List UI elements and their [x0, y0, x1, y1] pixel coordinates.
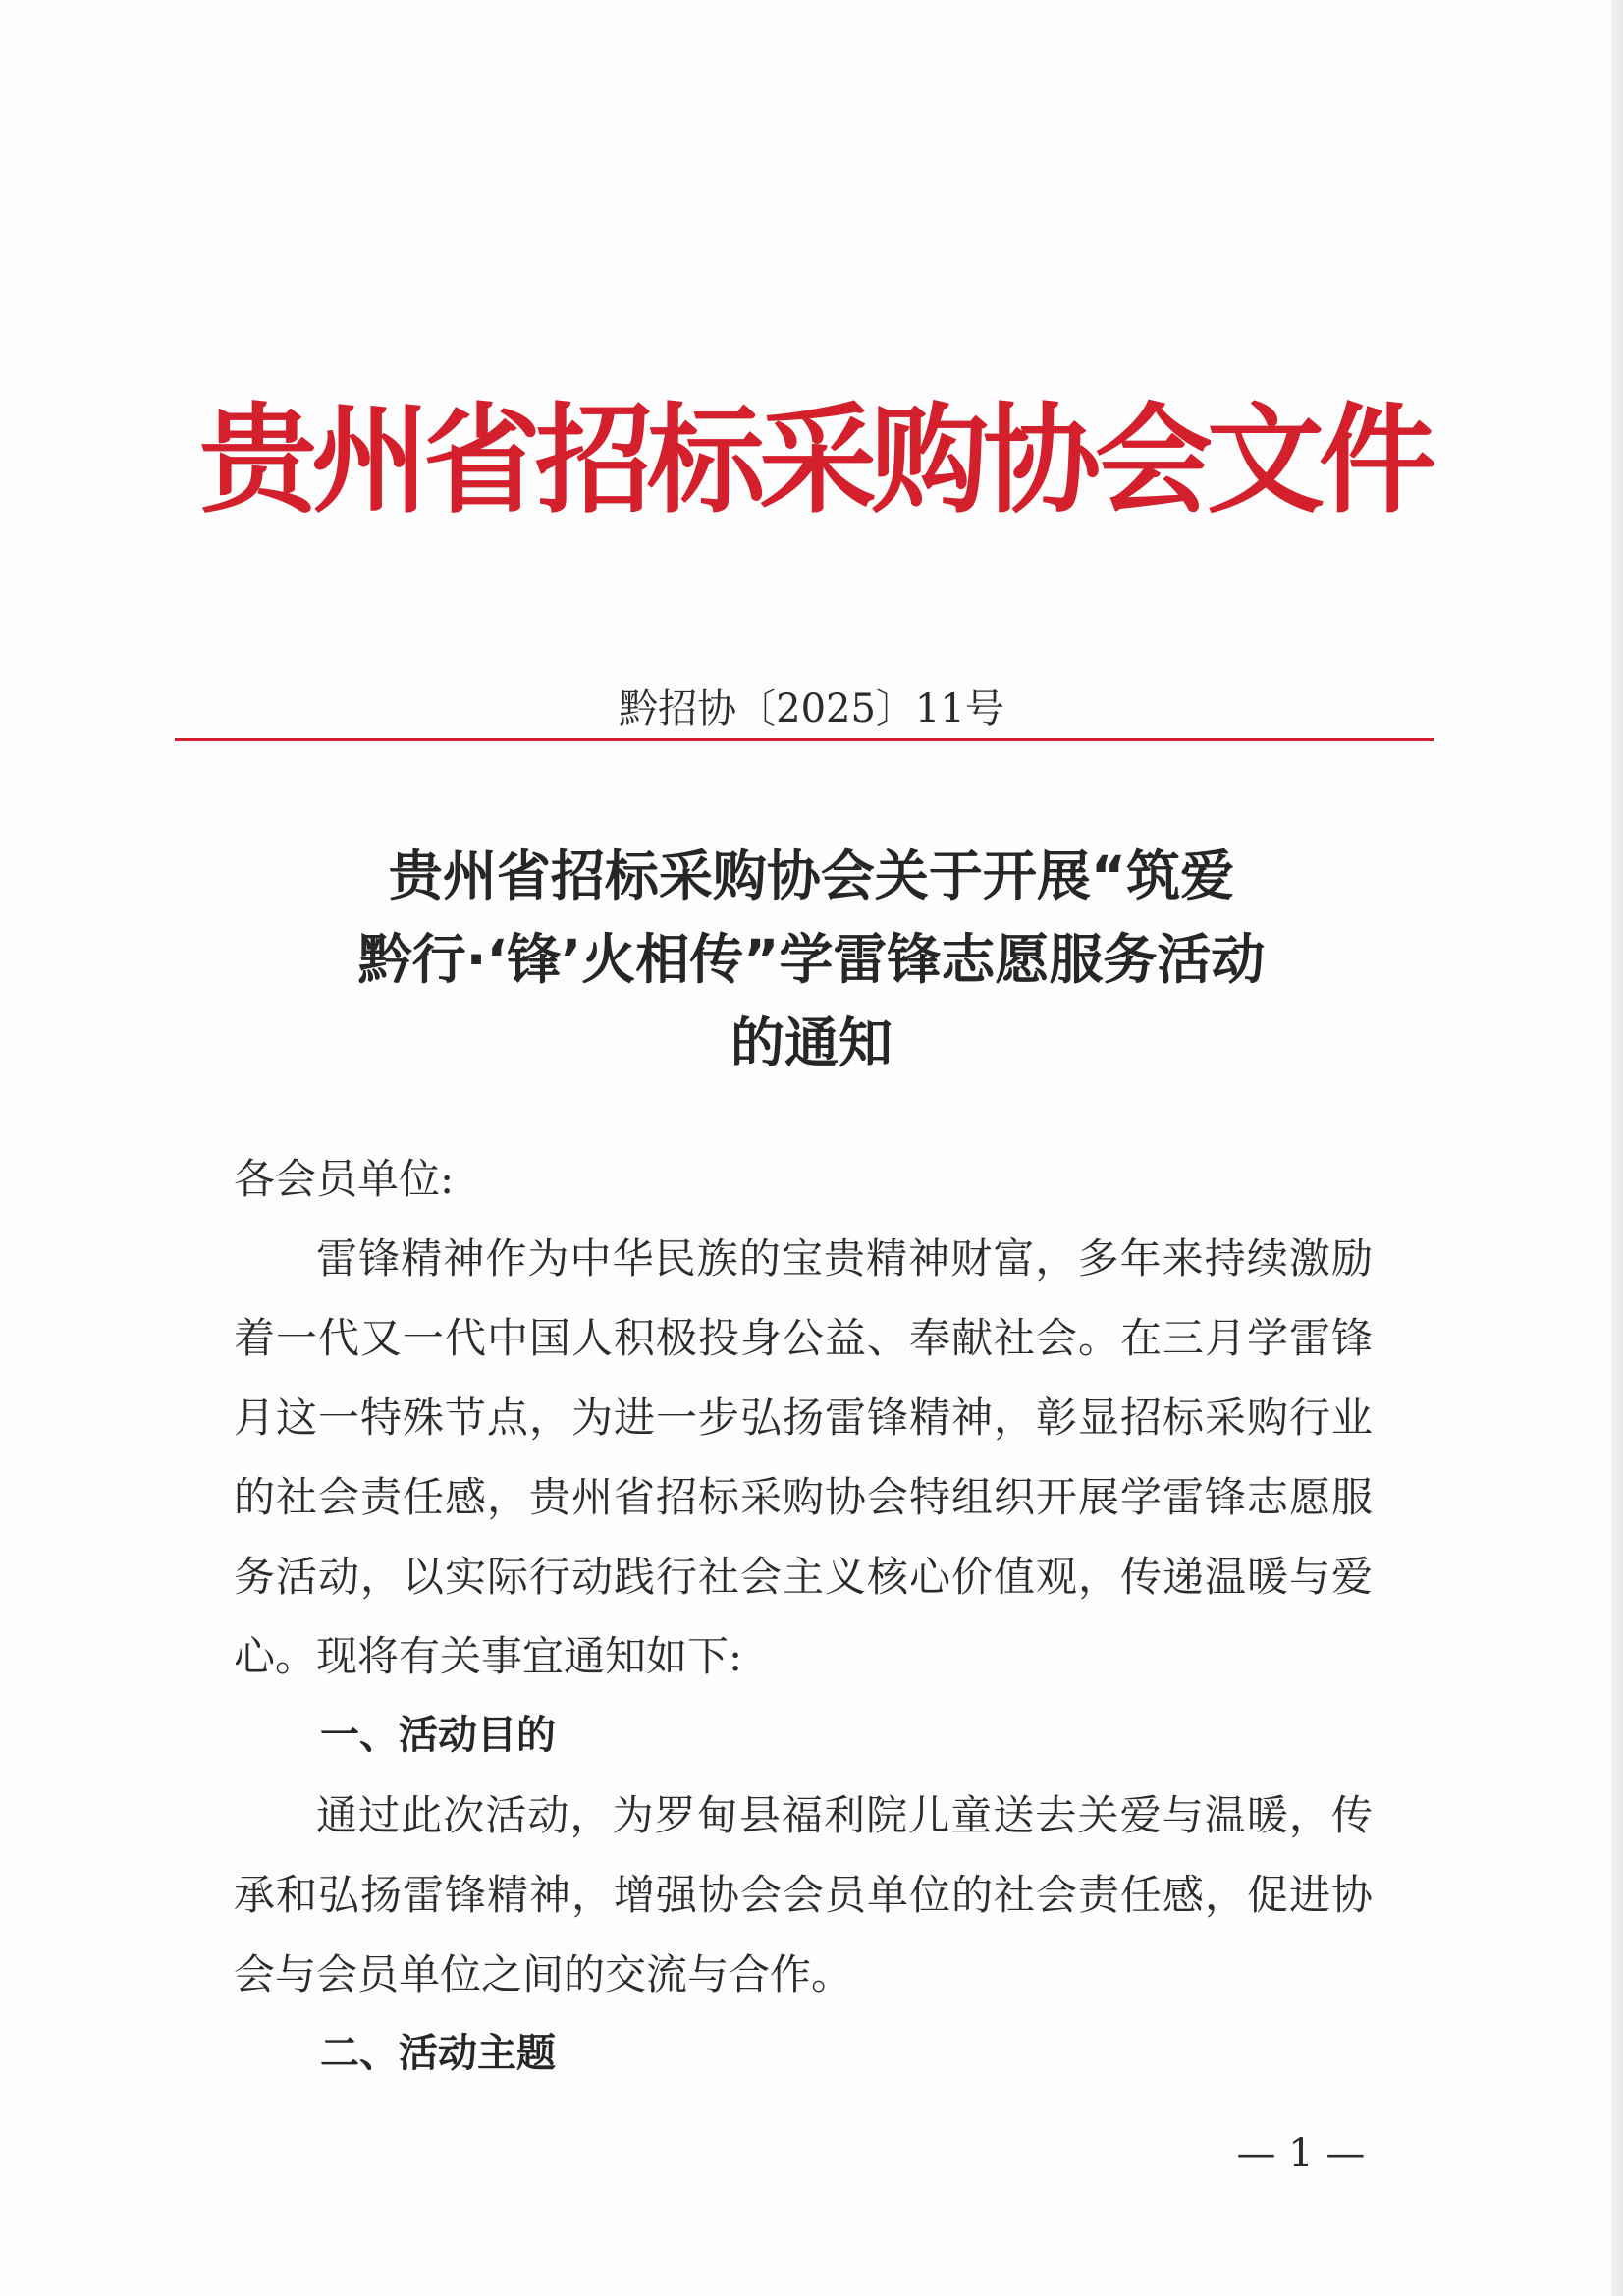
red-separator-line: [175, 738, 1434, 741]
scan-edge-shadow: [1611, 0, 1623, 2296]
notice-title-line-2: 黔行·‘锋’火相传”学雷锋志愿服务活动: [357, 928, 1266, 991]
notice-title: [157, 835, 1466, 1085]
intro-paragraph: 雷锋精神作为中华民族的宝贵精神财富，多年来持续激励着一代又一代中国人积极投身公益、奉献社会。在三月学雷锋月这一特殊节点，为进一步弘扬雷锋精神，彰显招标采购行业的社会责任感，贵州省招标采购协会特组织开展学雷锋志愿服务活动，以实际行动践行社会主义核心价值观，传递温暖与爱心。现将有关事宜通知如下:: [234, 1234, 1373, 1680]
notice-title-line-3: 的通知: [730, 1011, 893, 1074]
notice-body: [234, 1139, 1373, 2094]
notice-title-line-1: 贵州省招标采购协会关于开展“筑爱: [388, 845, 1235, 907]
salutation: 各会员单位:: [234, 1155, 455, 1203]
issuer-header-title: 贵州省招标采购协会文件: [199, 393, 1431, 529]
section-heading-purpose: 一、活动目的: [320, 1713, 556, 1758]
page-number: — 1 —: [1236, 2131, 1366, 2176]
document-number: 黔招协〔2025〕11号: [619, 686, 1004, 732]
purpose-paragraph: 通过此次活动，为罗甸县福利院儿童送去关爱与温暖，传承和弘扬雷锋精神，增强协会会员单位的社会责任感，促进协会与会员单位之间的交流与合作。: [234, 1791, 1373, 1998]
section-heading-theme: 二、活动主题: [320, 2031, 556, 2076]
